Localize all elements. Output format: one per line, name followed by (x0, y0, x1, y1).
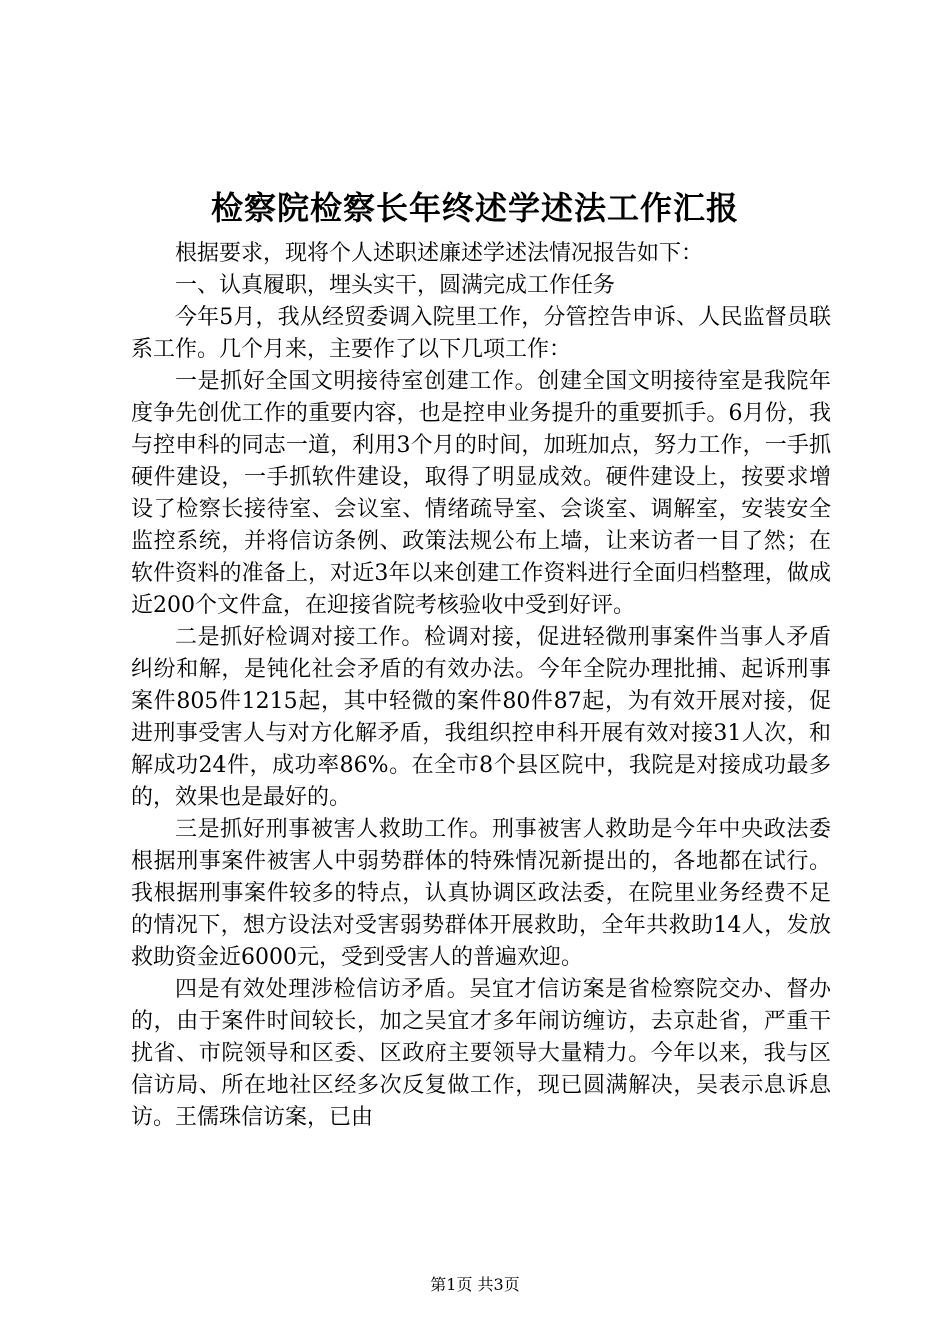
paragraph: 今年5月，我从经贸委调入院里工作，分管控告申诉、人民监督员联系工作。几个月来，主要作了以下几项工作： (131, 305, 831, 362)
section-heading-1: 一、认真履职，埋头实干，圆满完成工作任务 (175, 273, 616, 298)
document-title: 检察院检察长年终述学述法工作汇报 (210, 189, 739, 227)
document-body (131, 238, 831, 1134)
paragraph: 三是抓好刑事被害人救助工作。刑事被害人救助是今年中央政法委根据刑事案件被害人中弱势群体的特殊情况新提出的，各地都在试行。我根据刑事案件较多的特点，认真协调区政法委，在院里业务经费不足的情况下，想方设法对受害弱势群体开展救助，全年共救助14人，发放救助资金近6000元，受到受害人的普遍欢迎。 (131, 817, 831, 970)
paragraph-intro: 根据要求，现将个人述职述廉述学述法情况报告如下： (175, 241, 704, 266)
paragraph: 一是抓好全国文明接待室创建工作。创建全国文明接待室是我院年度争先创优工作的重要内容，也是控申业务提升的重要抓手。6月份，我与控申科的同志一道，利用3个月的时间，加班加点，努力工作，一手抓硬件建设，一手抓软件建设，取得了明显成效。硬件建设上，按要求增设了检察长接待室、会议室、情绪疏导室、会谈室、调解室，安装安全监控系统，并将信访条例、政策法规公布上墙，让来访者一目了然；在软件资料的准备上，对近3年以来创建工作资料进行全面归档整理，做成近200个文件盒，在迎接省院考核验收中受到好评。 (131, 369, 831, 618)
page-footer: 第1页 共3页 (430, 1275, 520, 1294)
paragraph: 二是抓好检调对接工作。检调对接，促进轻微刑事案件当事人矛盾纠纷和解，是钝化社会矛盾的有效办法。今年全院办理批捕、起诉刑事案件805件1215起，其中轻微的案件80件87起，为有效开展对接，促进刑事受害人与对方化解矛盾，我组织控申科开展有效对接31人次，和解成功24件，成功率86%。在全市8个县区院中，我院是对接成功最多的，效果也是最好的。 (131, 625, 831, 810)
paragraph: 四是有效处理涉检信访矛盾。吴宜才信访案是省检察院交办、督办的，由于案件时间较长，加之吴宜才多年闹访缠访，去京赴省，严重干扰省、市院领导和区委、区政府主要领导大量精力。今年以来，我与区信访局、所在地社区经多次反复做工作，现已圆满解决，吴表示息诉息访。王儒珠信访案，已由 (131, 977, 831, 1130)
